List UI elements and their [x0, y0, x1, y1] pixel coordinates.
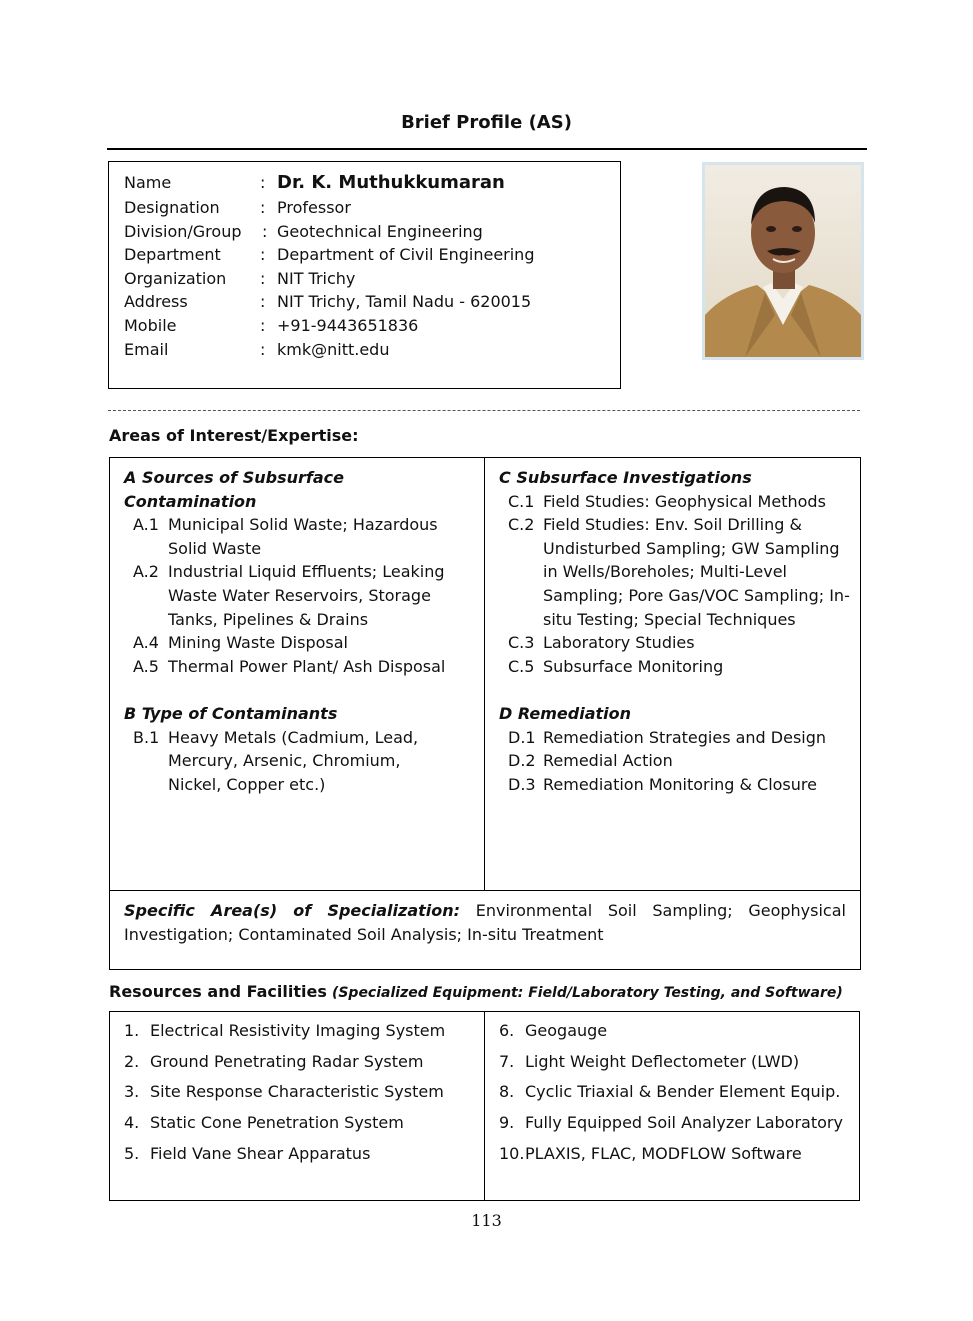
item-code: C.5 — [508, 656, 535, 676]
profile-value: Professor — [277, 198, 351, 217]
item-code: A.5 — [133, 656, 159, 676]
areas-right-column — [499, 466, 851, 796]
portrait-image — [705, 165, 861, 357]
profile-colon: : — [260, 198, 266, 217]
page-title: Brief Profile (AS) — [401, 112, 572, 133]
list-item — [499, 655, 851, 679]
item-code: A.2 — [133, 562, 159, 582]
item-text: Remediation Monitoring & Closure — [543, 774, 817, 794]
resource-number: 10. — [499, 1144, 525, 1163]
profile-label: Mobile — [124, 316, 177, 335]
specialization-text: Environmental Soil Sampling; Geophysical Investigation; Contaminated Soil Analysis; In-situ Treatment — [124, 901, 846, 944]
item-code: D.3 — [508, 774, 536, 794]
item-code: C.1 — [508, 491, 535, 511]
list-item — [124, 513, 469, 560]
profile-colon: : — [260, 316, 266, 335]
section-a-heading: A Sources of Subsurface Contamination — [124, 468, 344, 511]
list-item — [499, 513, 851, 631]
section-divider — [108, 410, 860, 411]
resource-text: Electrical Resistivity Imaging System — [150, 1021, 446, 1040]
list-item — [124, 560, 469, 631]
areas-heading: Areas of Interest/Expertise: — [109, 426, 359, 445]
resource-number: 5. — [124, 1144, 140, 1163]
profile-label: Designation — [124, 198, 220, 217]
item-text: Field Studies: Geophysical Methods — [543, 491, 826, 511]
item-text: Mining Waste Disposal — [168, 633, 348, 653]
profile-colon: : — [260, 340, 266, 359]
resource-text: PLAXIS, FLAC, MODFLOW Software — [525, 1144, 802, 1163]
areas-left-column — [124, 466, 469, 796]
section-c-heading: C Subsurface Investigations — [499, 468, 752, 487]
profile-label: Organization — [124, 269, 227, 288]
resource-number: 3. — [124, 1082, 140, 1101]
profile-colon: : — [260, 292, 266, 311]
resources-heading — [109, 982, 843, 1001]
resource-text: Site Response Characteristic System — [150, 1082, 444, 1101]
title-rule — [107, 148, 867, 150]
page-number: 113 — [471, 1211, 502, 1230]
profile-value: kmk@nitt.edu — [277, 340, 390, 359]
list-item — [499, 773, 851, 797]
areas-column-divider — [484, 457, 485, 891]
specialization — [124, 899, 846, 947]
profile-colon: : — [260, 269, 266, 288]
item-code: A.1 — [133, 515, 159, 535]
list-item — [124, 655, 469, 679]
profile-label: Department — [124, 245, 221, 264]
resource-text: Light Weight Deflectometer (LWD) — [525, 1052, 800, 1071]
item-code: C.3 — [508, 633, 535, 653]
profile-value: Geotechnical Engineering — [277, 222, 483, 241]
item-code: A.4 — [133, 633, 159, 653]
specialization-label: Specific Area(s) of Specialization: — [124, 901, 461, 920]
profile-colon: : — [262, 222, 268, 241]
item-code: B.1 — [133, 727, 160, 747]
item-text: Laboratory Studies — [543, 633, 695, 653]
list-item — [499, 631, 851, 655]
list-item — [124, 631, 469, 655]
item-text: Industrial Liquid Effluents; Leaking Waste Water Reservoirs, Storage Tanks, Pipelines & Drains — [168, 562, 445, 629]
profile-value: Department of Civil Engineering — [277, 245, 535, 264]
resource-text: Static Cone Penetration System — [150, 1113, 404, 1132]
resource-number: 7. — [499, 1052, 515, 1071]
resources-subtitle: (Specialized Equipment: Field/Laboratory Testing, and Software) — [331, 985, 843, 1001]
resource-text: Geogauge — [525, 1021, 608, 1040]
item-text: Subsurface Monitoring — [543, 656, 724, 676]
profile-value: +91-9443651836 — [277, 316, 419, 335]
item-text: Municipal Solid Waste; Hazardous Solid Waste — [168, 515, 438, 558]
profile-label: Division/Group — [124, 222, 242, 241]
profile-label: Address — [124, 292, 188, 311]
resource-number: 8. — [499, 1082, 515, 1101]
resource-number: 1. — [124, 1021, 140, 1040]
item-text: Remediation Strategies and Design — [543, 727, 827, 747]
list-item — [499, 726, 851, 750]
profile-label: Name — [124, 173, 172, 192]
resource-text: Cyclic Triaxial & Bender Element Equip. — [525, 1082, 841, 1101]
resource-text: Fully Equipped Soil Analyzer Laboratory — [525, 1113, 843, 1132]
item-text: Heavy Metals (Cadmium, Lead, Mercury, Arsenic, Chromium, Nickel, Copper etc.) — [168, 727, 419, 794]
profile-value: NIT Trichy — [277, 269, 356, 288]
section-d-heading: D Remediation — [499, 703, 631, 723]
resource-text: Field Vane Shear Apparatus — [150, 1144, 371, 1163]
resource-number: 2. — [124, 1052, 140, 1071]
resources-column-divider — [484, 1011, 485, 1201]
list-item — [124, 726, 469, 797]
areas-row-divider — [109, 890, 861, 891]
profile-value: NIT Trichy, Tamil Nadu - 620015 — [277, 292, 532, 311]
resource-number: 9. — [499, 1113, 515, 1132]
profile-value: Dr. K. Muthukkumaran — [277, 172, 505, 193]
item-text: Thermal Power Plant/ Ash Disposal — [168, 656, 446, 676]
item-code: C.2 — [508, 515, 535, 535]
item-text: Field Studies: Env. Soil Drilling & Undisturbed Sampling; GW Sampling in Wells/Boreholes; Multi-Level Sampling; Pore Gas/VOC Sampling; In-situ Testing; Special Techniques — [543, 515, 850, 629]
item-code: D.1 — [508, 727, 536, 747]
list-item — [499, 490, 851, 514]
profile-photo — [702, 162, 864, 360]
profile-colon: : — [260, 245, 266, 264]
item-text: Remedial Action — [543, 751, 673, 771]
profile-box — [108, 161, 621, 389]
item-code: D.2 — [508, 751, 536, 771]
profile-colon: : — [260, 173, 266, 192]
profile-label: Email — [124, 340, 169, 359]
list-item — [499, 749, 851, 773]
resource-number: 4. — [124, 1113, 140, 1132]
resource-number: 6. — [499, 1021, 515, 1040]
resource-text: Ground Penetrating Radar System — [150, 1052, 424, 1071]
resources-title: Resources and Facilities — [109, 982, 327, 1001]
section-b-heading: B Type of Contaminants — [124, 703, 338, 723]
